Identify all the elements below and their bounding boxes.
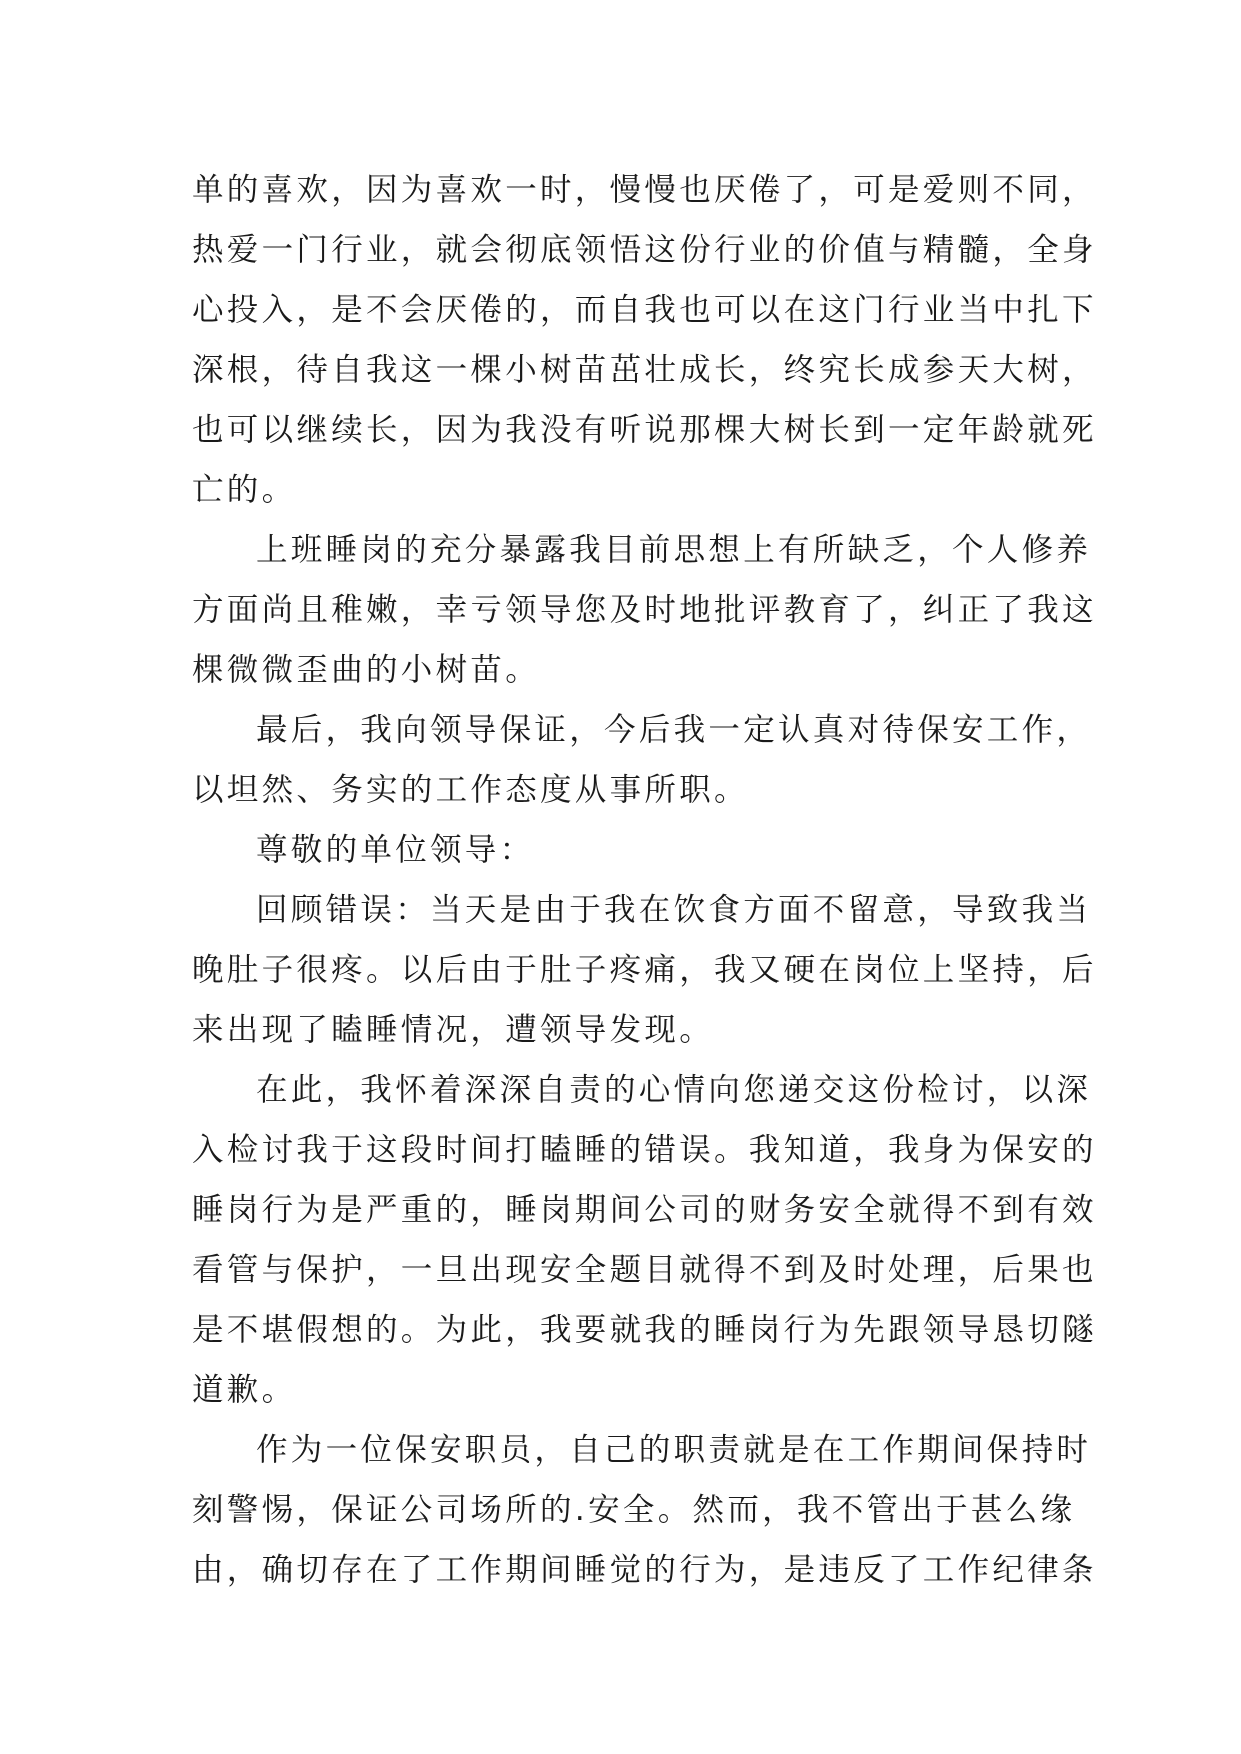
text-line: 在此，我怀着深深自责的心情向您递交这份检讨，以深 xyxy=(256,1072,1092,1108)
text-line: 作为一位保安职员，自己的职责就是在工作期间保持时 xyxy=(256,1432,1092,1468)
text-line: 也可以继续长，因为我没有听说那棵大树长到一定年龄就死 xyxy=(192,412,1097,448)
text-line: 方面尚且稚嫩，幸亏领导您及时地批评教育了，纠正了我这 xyxy=(192,592,1097,628)
text-line: 深根，待自我这一棵小树苗茁壮成长，终究长成参天大树， xyxy=(192,352,1097,388)
text-line: 由，确切存在了工作期间睡觉的行为，是违反了工作纪律条 xyxy=(192,1552,1097,1588)
text-line: 单的喜欢，因为喜欢一时，慢慢也厌倦了，可是爱则不同， xyxy=(192,172,1097,208)
text-line: 心投入，是不会厌倦的，而自我也可以在这门行业当中扎下 xyxy=(192,292,1097,328)
document-body xyxy=(192,160,1097,1600)
text-line: 睡岗行为是严重的，睡岗期间公司的财务安全就得不到有效 xyxy=(192,1192,1097,1228)
text-line: 最后，我向领导保证，今后我一定认真对待保安工作， xyxy=(256,712,1092,748)
text-line: 上班睡岗的充分暴露我目前思想上有所缺乏，个人修养 xyxy=(256,532,1092,568)
text-line: 道歉。 xyxy=(192,1372,297,1408)
text-line: 棵微微歪曲的小树苗。 xyxy=(192,652,541,688)
text-line: 以坦然、务实的工作态度从事所职。 xyxy=(192,772,749,808)
text-line: 是不堪假想的。为此，我要就我的睡岗行为先跟领导恳切隧 xyxy=(192,1312,1097,1348)
text-line: 亡的。 xyxy=(192,472,297,508)
text-line: 来出现了瞌睡情况，遭领导发现。 xyxy=(192,1012,715,1048)
text-line: 回顾错误：当天是由于我在饮食方面不留意，导致我当 xyxy=(256,892,1092,928)
text-line: 热爱一门行业，就会彻底领悟这份行业的价值与精髓，全身 xyxy=(192,232,1097,268)
text-line: 晚肚子很疼。以后由于肚子疼痛，我又硬在岗位上坚持，后 xyxy=(192,952,1097,988)
text-line: 刻警惕，保证公司场所的.安全。然而，我不管出于甚么缘 xyxy=(192,1492,1076,1528)
text-line: 看管与保护，一旦出现安全题目就得不到及时处理，后果也 xyxy=(192,1252,1097,1288)
text-line: 尊敬的单位领导： xyxy=(256,832,535,868)
text-line: 入检讨我于这段时间打瞌睡的错误。我知道，我身为保安的 xyxy=(192,1132,1097,1168)
